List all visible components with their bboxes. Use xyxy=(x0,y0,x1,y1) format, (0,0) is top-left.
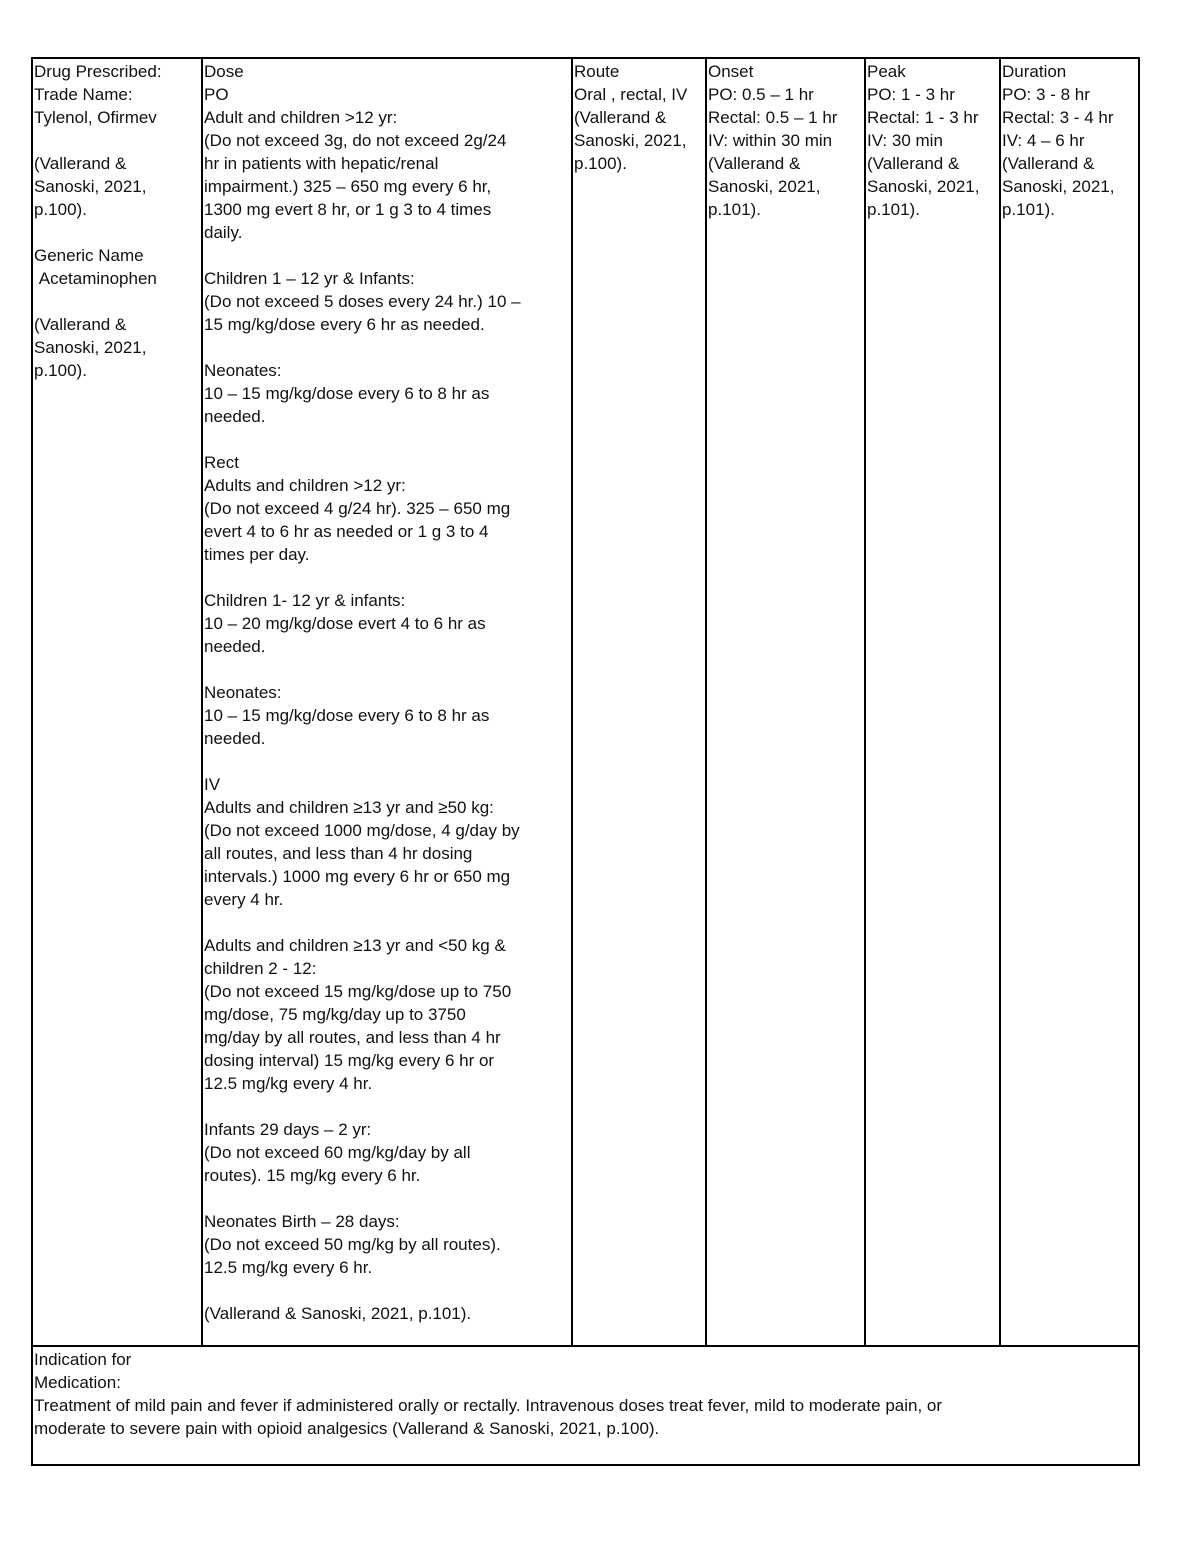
dose-text: Dose PO Adult and children >12 yr: (Do not exceed 3g, do not exceed 2g/24 hr in patients with hepatic/renal impairment.) 325 – 650 mg every 6 hr, 1300 mg evert 8 hr, or 1 g 3 to 4 times daily. Children 1 – 12 yr & Infants: (Do not exceed 5 doses every 24 hr.) 10 – 15 mg/kg/dose every 6 hr as needed. Neonates: 10 – 15 mg/kg/dose every 6 to 8 hr as needed. Rect Adults and children >12 yr: (Do not exceed 4 g/24 hr). 325 – 650 mg evert 4 to 6 hr as needed or 1 g 3 to 4 times per day. Children 1- 12 yr & infants: 10 – 20 mg/kg/dose evert 4 to 6 hr as needed. Neonates: 10 – 15 mg/kg/dose every 6 to 8 hr as needed. IV Adults and children ≥13 yr and ≥50 kg: (Do not exceed 1000 mg/dose, 4 g/day by all routes, and less than 4 hr dosing intervals.) 1000 mg every 6 hr or 650 mg every 4 hr. Adults and children ≥13 yr and <50 kg & children 2 - 12: (Do not exceed 15 mg/kg/dose up to 750 mg/dose, 75 mg/kg/day up to 3750 mg/day by all routes, and less than 4 hr dosing interval) 15 mg/kg every 6 hr or 12.5 mg/kg every 4 hr. Infants 29 days – 2 yr: (Do not exceed 60 mg/kg/day by all routes). 15 mg/kg every 6 hr. Neonates Birth – 28 days: (Do not exceed 50 mg/kg by all routes). 12.5 mg/kg every 6 hr. (Vallerand & Sanoski, 2021, p.101). xyxy=(204,62,521,1323)
drug-name-text: Drug Prescribed: Trade Name: Tylenol, Ofirmev (Vallerand & Sanoski, 2021, p.100). Generic Name Acetaminophen (Vallerand & Sanoski, 2021, p.100). xyxy=(34,62,162,380)
drug-info-row xyxy=(32,58,1139,1346)
peak-text: Peak PO: 1 - 3 hr Rectal: 1 - 3 hr IV: 30 min (Vallerand & Sanoski, 2021, p.101). xyxy=(867,62,980,219)
route-cell xyxy=(572,58,706,1346)
dose-cell xyxy=(202,58,572,1346)
onset-text: Onset PO: 0.5 – 1 hr Rectal: 0.5 – 1 hr IV: within 30 min (Vallerand & Sanoski, 2021, p.101). xyxy=(708,62,838,219)
indication-row xyxy=(32,1346,1139,1465)
drug-name-cell xyxy=(32,58,202,1346)
peak-cell xyxy=(865,58,1000,1346)
route-text: Route Oral , rectal, IV (Vallerand & Sanoski, 2021, p.100). xyxy=(574,62,688,173)
duration-cell xyxy=(1000,58,1139,1346)
duration-text: Duration PO: 3 - 8 hr Rectal: 3 - 4 hr IV: 4 – 6 hr (Vallerand & Sanoski, 2021, p.101). xyxy=(1002,62,1115,219)
onset-cell xyxy=(706,58,865,1346)
drug-card-table xyxy=(31,57,1140,1466)
indication-text: Indication for Medication: Treatment of mild pain and fever if administered orally or rectally. Intravenous doses treat fever, mild to moderate pain, or moderate to severe pain with opioid analgesics (Vallerand & Sanoski, 2021, p.100). xyxy=(34,1350,943,1438)
indication-cell xyxy=(32,1346,1139,1465)
